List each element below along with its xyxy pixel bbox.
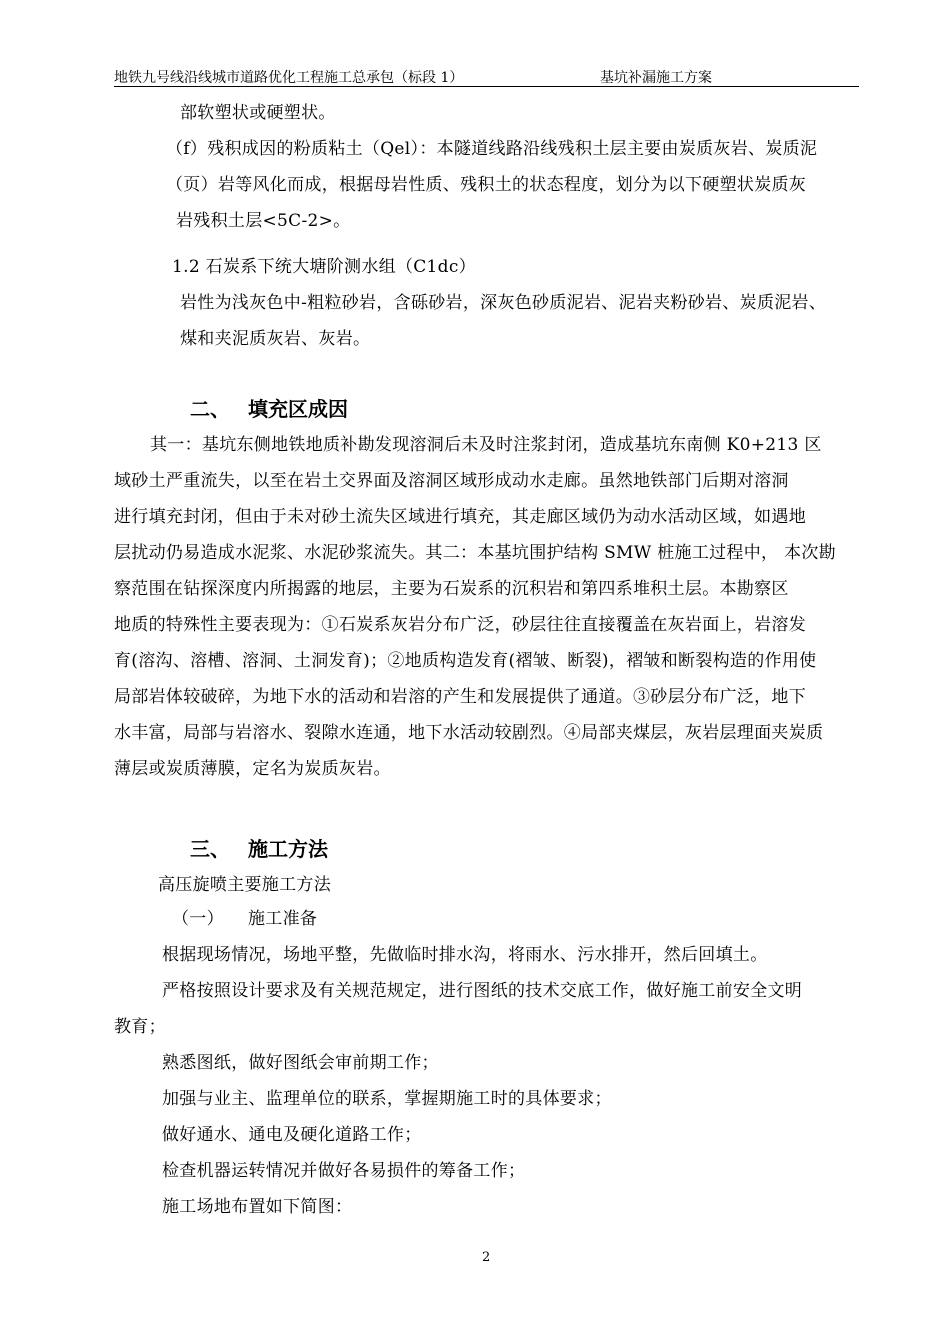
section-number: 二、 [190,397,230,421]
subsection-heading: 高压旋喷主要施工方法 [158,875,331,895]
paragraph-line: 岩性为浅灰色中-粗粒砂岩，含砾砂岩，深灰色砂质泥岩、泥岩夹粉砂岩、炭质泥岩、 [180,293,827,313]
section-title: 施工方法 [248,837,328,861]
paragraph-line: 水丰富，局部与岩溶水、裂隙水连通，地下水活动较剧烈。④局部夹煤层，灰岩层理面夹炭质 [114,723,824,743]
header-divider [114,86,859,87]
paragraph-line: 严格按照设计要求及有关规范规定，进行图纸的技术交底工作，做好施工前安全文明 [162,981,803,1001]
paragraph-line: 育(溶沟、溶槽、溶洞、土洞发育)；②地质构造发育(褶皱、断裂)，褶皱和断裂构造的作用使 [114,651,817,671]
paragraph-line: 局部岩体较破碎，为地下水的活动和岩溶的产生和发展提供了通道。③砂层分布广泛，地下 [114,687,806,707]
header-document-title: 基坑补漏施工方案 [600,70,712,86]
section-number: 三、 [190,837,230,861]
paragraph-line: 进行填充封闭，但由于未对砂土流失区域进行填充，其走廊区域仍为动水活动区域，如遇地 [114,507,806,527]
paragraph-line: 做好通水、通电及硬化道路工作； [162,1125,422,1145]
paragraph-line: 薄层或炭质薄膜，定名为炭质灰岩。 [114,759,391,779]
paragraph-line: 岩残积土层<5C-2>。 [176,211,351,231]
paragraph-line: 施工场地布置如下简图： [162,1197,353,1217]
paragraph-line: 域砂土严重流失，以至在岩土交界面及溶洞区域形成动水走廊。虽然地铁部门后期对溶洞 [114,471,789,491]
paragraph-line: 层扰动仍易造成水泥浆、水泥砂浆流失。其二：本基坑围护结构 SMW 桩施工过程中， 本次勘 [114,543,836,563]
subsection-title: 施工准备 [248,909,318,929]
paragraph-line: 加强与业主、监理单位的联系，掌握期施工时的具体要求； [162,1089,612,1109]
paragraph-line: 检查机器运转情况并做好各易损件的筹备工作； [162,1161,526,1181]
paragraph-line: 教育； [114,1017,166,1037]
paragraph-line: 部软塑状或硬塑状。 [180,103,336,123]
header-project-title: 地铁九号线沿线城市道路优化工程施工总承包（标段 1） [114,70,464,86]
subsection-number: （一） [172,909,224,929]
page-number: 2 [482,1250,491,1265]
paragraph-line: （页）岩等风化而成，根据母岩性质、残积土的状态程度，划分为以下硬塑状炭质灰 [166,175,807,195]
section-title: 填充区成因 [248,397,348,421]
subsection-heading: 1.2 石炭系下统大塘阶测水组（C1dc） [172,257,476,277]
paragraph-line: 熟悉图纸，做好图纸会审前期工作； [162,1053,439,1073]
paragraph-line: 其一：基坑东侧地铁地质补勘发现溶洞后未及时注浆封闭，造成基坑东南侧 K0+213 区 [150,435,822,455]
paragraph-line: （f）残积成因的粉质粘土（Qel）：本隧道线路沿线残积土层主要由炭质灰岩、炭质泥 [166,139,818,159]
paragraph-line: 地质的特殊性主要表现为：①石炭系灰岩分布广泛，砂层往往直接覆盖在灰岩面上，岩溶发 [114,615,806,635]
paragraph-line: 煤和夹泥质灰岩、灰岩。 [180,329,371,349]
paragraph-line: 根据现场情况，场地平整，先做临时排水沟，将雨水、污水排开，然后回填土。 [162,945,768,965]
paragraph-line: 察范围在钻探深度内所揭露的地层，主要为石炭系的沉积岩和第四系堆积土层。本勘察区 [114,579,789,599]
